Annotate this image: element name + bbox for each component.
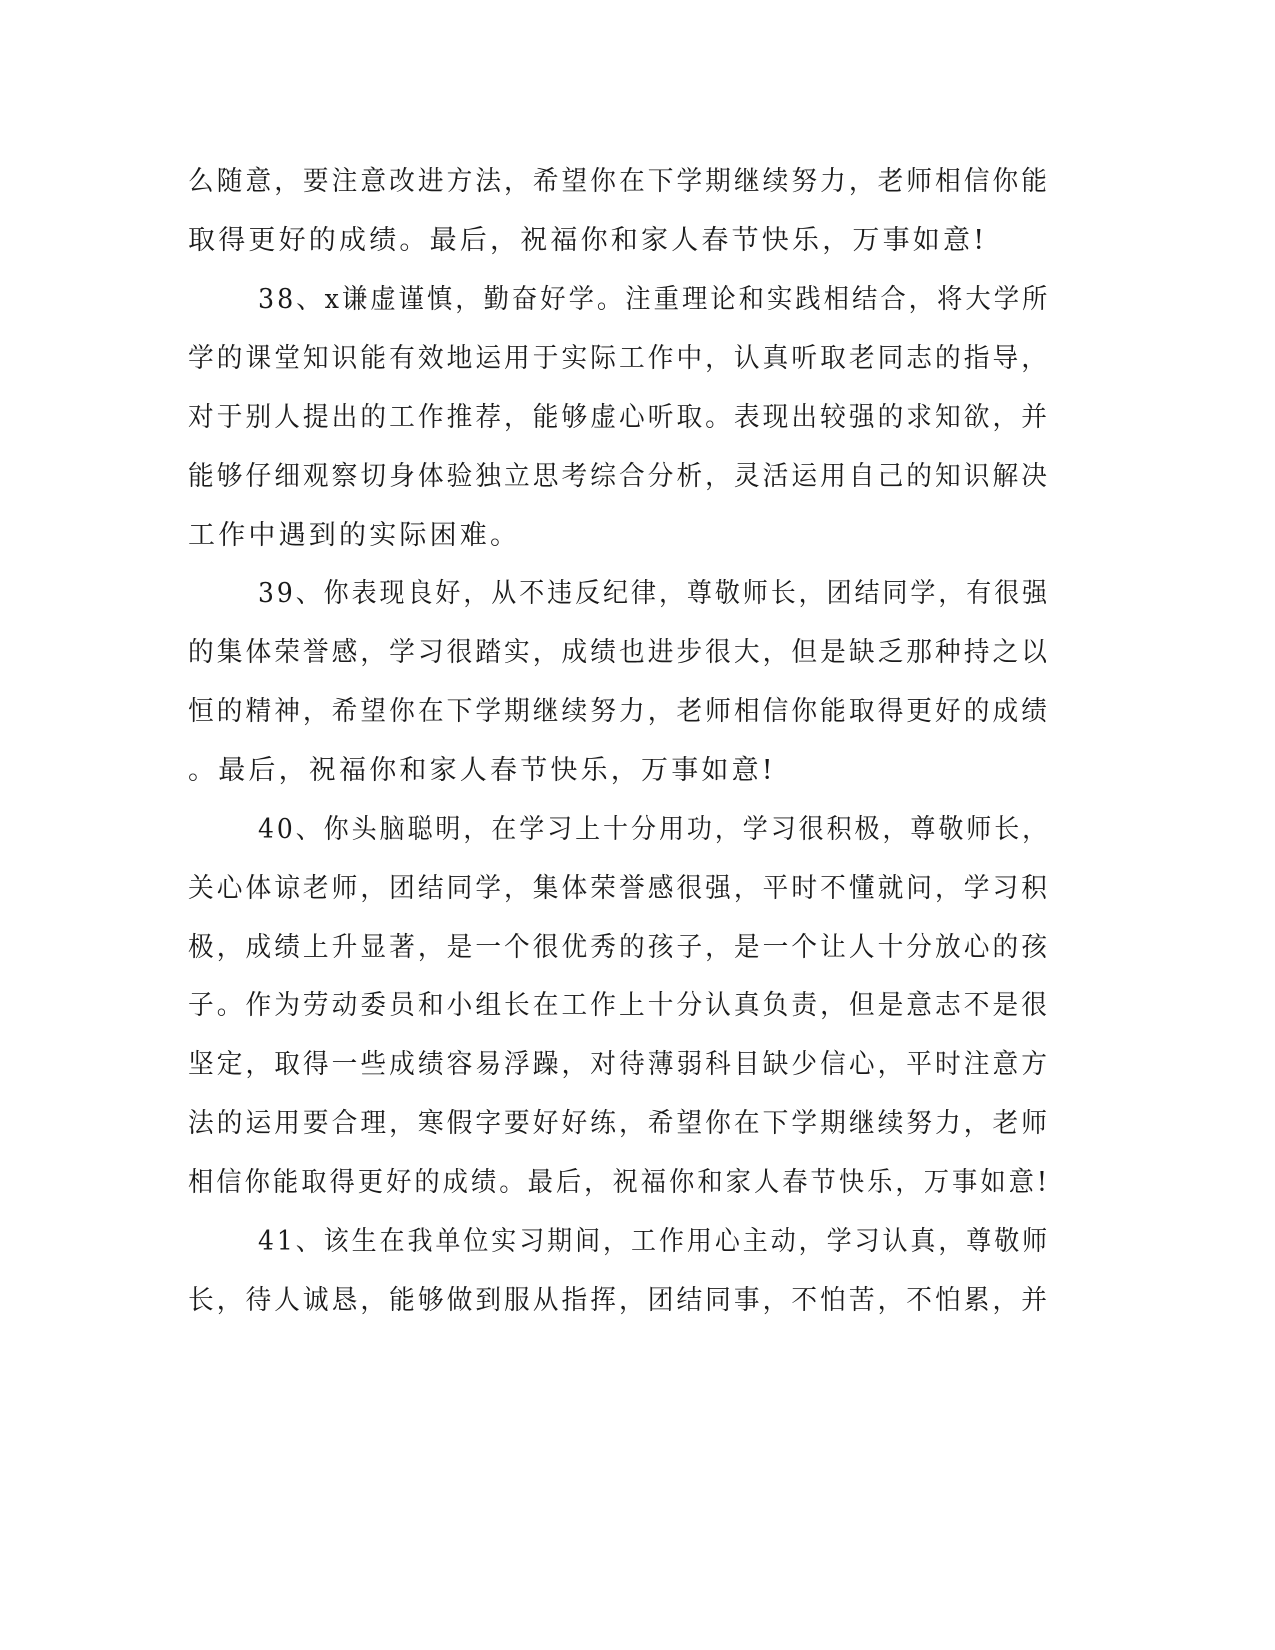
paragraph-39-start: 39、你表现良好，从不违反纪律，尊敬师长，团结同学，有很强: [258, 578, 1051, 609]
text-line: 子。作为劳动委员和小组长在工作上十分认真负责，但是意志不是很: [188, 990, 1050, 1021]
text-line: 长，待人诚恳，能够做到服从指挥，团结同事，不怕苦，不怕累，并: [188, 1285, 1050, 1316]
paragraph-40-start: 40、你头脑聪明，在学习上十分用功，学习很积极，尊敬师长，: [258, 814, 1051, 845]
text-line: 坚定，取得一些成绩容易浮躁，对待薄弱科目缺少信心，平时注意方: [188, 1049, 1050, 1080]
text-line: 么随意，要注意改进方法，希望你在下学期继续努力，老师相信你能: [188, 166, 1050, 197]
text-line: 极，成绩上升显著，是一个很优秀的孩子，是一个让人十分放心的孩: [188, 932, 1050, 963]
text-line: 对于别人提出的工作推荐，能够虚心听取。表现出较强的求知欲，并: [188, 402, 1050, 433]
text-line: 相信你能取得更好的成绩。最后，祝福你和家人春节快乐，万事如意!: [188, 1167, 1051, 1198]
paragraph-41-start: 41、该生在我单位实习期间，工作用心主动，学习认真，尊敬师: [258, 1226, 1051, 1257]
paragraph-38-start: 38、x谦虚谨慎，勤奋好学。注重理论和实践相结合，将大学所: [258, 284, 1051, 315]
text-line: 学的课堂知识能有效地运用于实际工作中，认真听取老同志的指导，: [188, 343, 1050, 374]
text-line: 。最后，祝福你和家人春节快乐，万事如意!: [188, 755, 776, 786]
text-line: 取得更好的成绩。最后，祝福你和家人春节快乐，万事如意!: [188, 225, 988, 256]
text-line: 能够仔细观察切身体验独立思考综合分析，灵活运用自己的知识解决: [188, 461, 1050, 492]
text-line: 恒的精神，希望你在下学期继续努力，老师相信你能取得更好的成绩: [188, 696, 1050, 727]
text-line: 工作中遇到的实际困难。: [188, 520, 521, 551]
text-line: 关心体谅老师，团结同学，集体荣誉感很强，平时不懂就问，学习积: [188, 873, 1050, 904]
text-line: 法的运用要合理，寒假字要好好练，希望你在下学期继续努力，老师: [188, 1108, 1050, 1139]
text-line: 的集体荣誉感，学习很踏实，成绩也进步很大，但是缺乏那种持之以: [188, 637, 1050, 668]
